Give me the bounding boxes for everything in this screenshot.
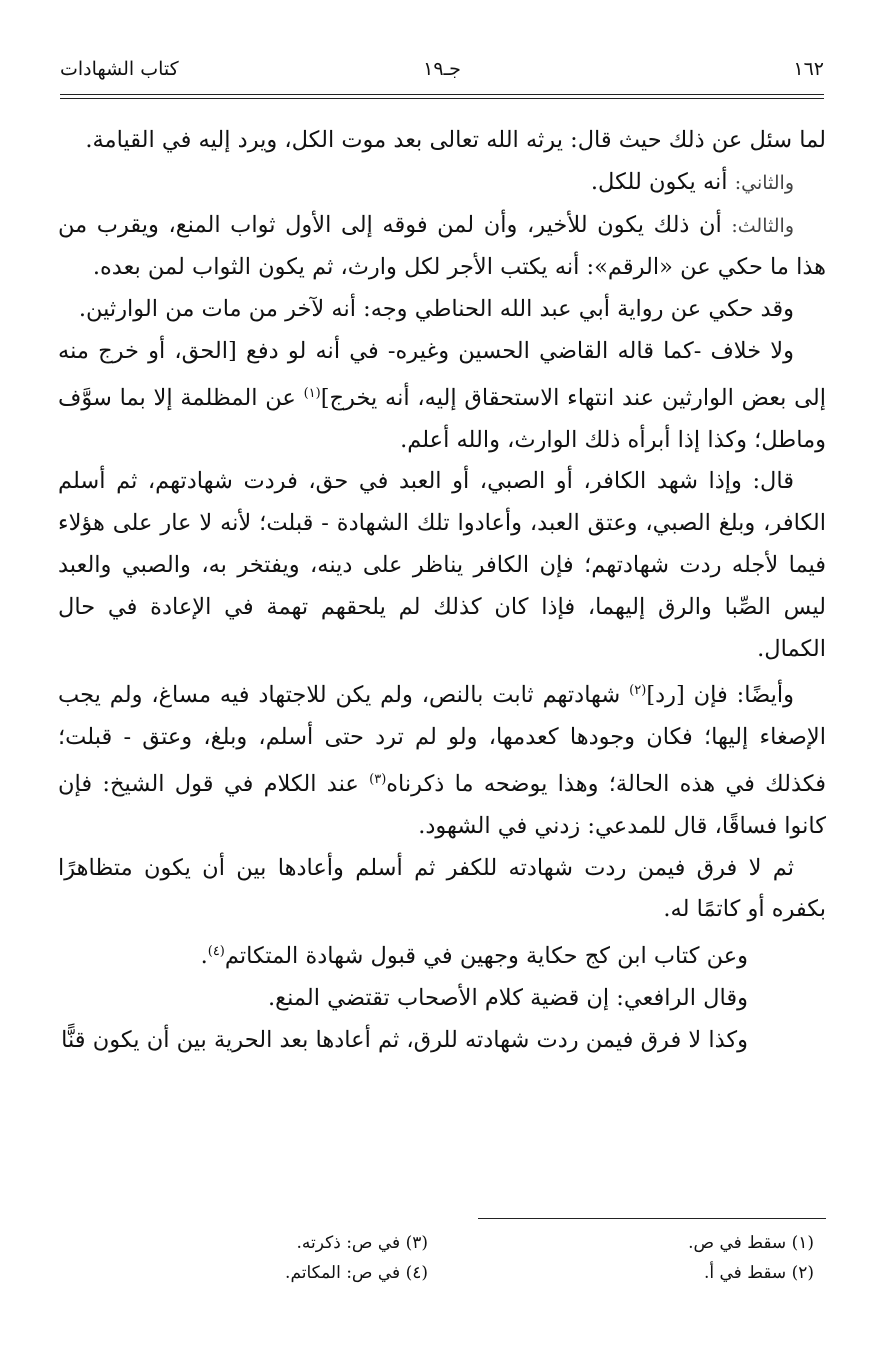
footnote-ref-1: (١) xyxy=(303,385,321,401)
header-rule-top xyxy=(60,94,824,95)
running-header xyxy=(60,58,824,88)
footnote-1: (١) سقط في ص. xyxy=(688,1233,814,1253)
paragraph-6: قال: وإذا شهد الكافر، أو الصبي، أو العبد في حق، فردت شهادتهم، ثم أسلم الكافر، وبلغ الصبي، وعتق العبد، وأعادوا تلك الشهادة - قبلت؛ لأنه لا عار على هؤلاء فيما لأجله ردت شهادتهم؛ فإن الكافر يناظر على دينه، ويفتخر به، والصبي والعبد ليس الصِّبا والرق إليهما، فإذا كان كذلك لم يلحقهم تهمة في الإعادة في حال الكمال. xyxy=(58,468,826,662)
volume-number: جـ١٩ xyxy=(423,58,461,80)
footnote-separator xyxy=(478,1218,826,1219)
paragraph-5-part-b: عن المظلمة إلا بما سوَّف وماطل؛ وكذا إذا أبرأه ذلك الوارث، والله أعلم. xyxy=(58,384,826,453)
paragraph-9 xyxy=(58,931,826,978)
paragraph-3 xyxy=(58,205,826,290)
paragraph-2 xyxy=(58,162,826,205)
second-opinion-text: أنه يكون للكل. xyxy=(590,168,735,195)
paragraph-11: وكذا لا فرق فيمن ردت شهادته للرق، ثم أعادها بعد الحرية بين أن يكون قنًّا xyxy=(61,1026,748,1053)
paragraph-4: وقد حكي عن رواية أبي عبد الله الحناطي وجه: أنه لآخر من مات من الوارثين. xyxy=(78,296,794,323)
footnote-ref-4: (٤) xyxy=(207,944,225,960)
main-text xyxy=(58,120,826,1062)
third-opinion-label: والثالث: xyxy=(731,214,794,237)
footnote-ref-2: (٢) xyxy=(629,683,647,699)
paragraph-5 xyxy=(58,331,826,461)
paragraph-7-part-a: وأيضًا: فإن [رد] xyxy=(646,682,794,709)
paragraph-9-part-b: . xyxy=(200,943,208,970)
paragraph-7-part-b: شهادتهم ثابت بالنص، ولم يكن للاجتهاد فيه مساغ، ولم يجب الإصغاء إليها؛ فكان وجودها كعدمها، ولو لم ترد حتى أسلم، وبلغ، وعتق - قبلت؛ فكذلك في هذه الحالة؛ وهذا يوضحه ما ذكرناه xyxy=(58,682,826,797)
footnote-4: (٤) في ص: المكاتم. xyxy=(285,1263,428,1283)
footnotes-right-column xyxy=(514,1228,814,1288)
page-number: ١٦٢ xyxy=(793,58,824,80)
third-opinion-text: أن ذلك يكون للأخير، وأن لمن فوقه إلى الأول ثواب المنع، ويقرب من هذا ما حكي عن «الرقم»: أنه يكتب الأجر لكل وارث، ثم يكون الثواب لمن بعده. xyxy=(58,211,826,281)
footnote-2: (٢) سقط في أ. xyxy=(703,1263,814,1283)
paragraph-9-part-a: وعن كتاب ابن كج حكاية وجهين في قبول شهادة المتكاتم xyxy=(224,943,748,970)
header-rule-bottom xyxy=(60,98,824,99)
footnote-ref-3: (٣) xyxy=(369,771,387,787)
paragraph-8: ثم لا فرق فيمن ردت شهادته للكفر ثم أسلم وأعادها بين أن يكون متظاهرًا بكفره أو كاتمًا له. xyxy=(58,854,826,923)
second-opinion-label: والثاني: xyxy=(734,171,794,194)
paragraph-5-part-a: ولا خلاف -كما قاله القاضي الحسين وغيره- في أنه لو دفع [الحق، أو خرج منه إلى بعض الوارثين عند انتهاء الاستحقاق إليه، أنه يخرج] xyxy=(58,337,826,411)
paragraph-10: وقال الرافعي: إن قضية كلام الأصحاب تقتضي المنع. xyxy=(267,984,748,1011)
chapter-title: كتاب الشهادات xyxy=(60,58,179,80)
footnotes-left-column xyxy=(128,1228,428,1288)
footnote-3: (٣) في ص: ذكرته. xyxy=(296,1233,428,1253)
paragraph-7 xyxy=(58,670,826,847)
paragraph-1: لما سئل عن ذلك حيث قال: يرثه الله تعالى بعد موت الكل، ويرد إليه في القيامة. xyxy=(85,127,826,153)
paragraph-7-part-c: عند الكلام في قول الشيخ: فإن كانوا فساقًا، قال للمدعي: زدني في الشهود. xyxy=(58,770,826,839)
